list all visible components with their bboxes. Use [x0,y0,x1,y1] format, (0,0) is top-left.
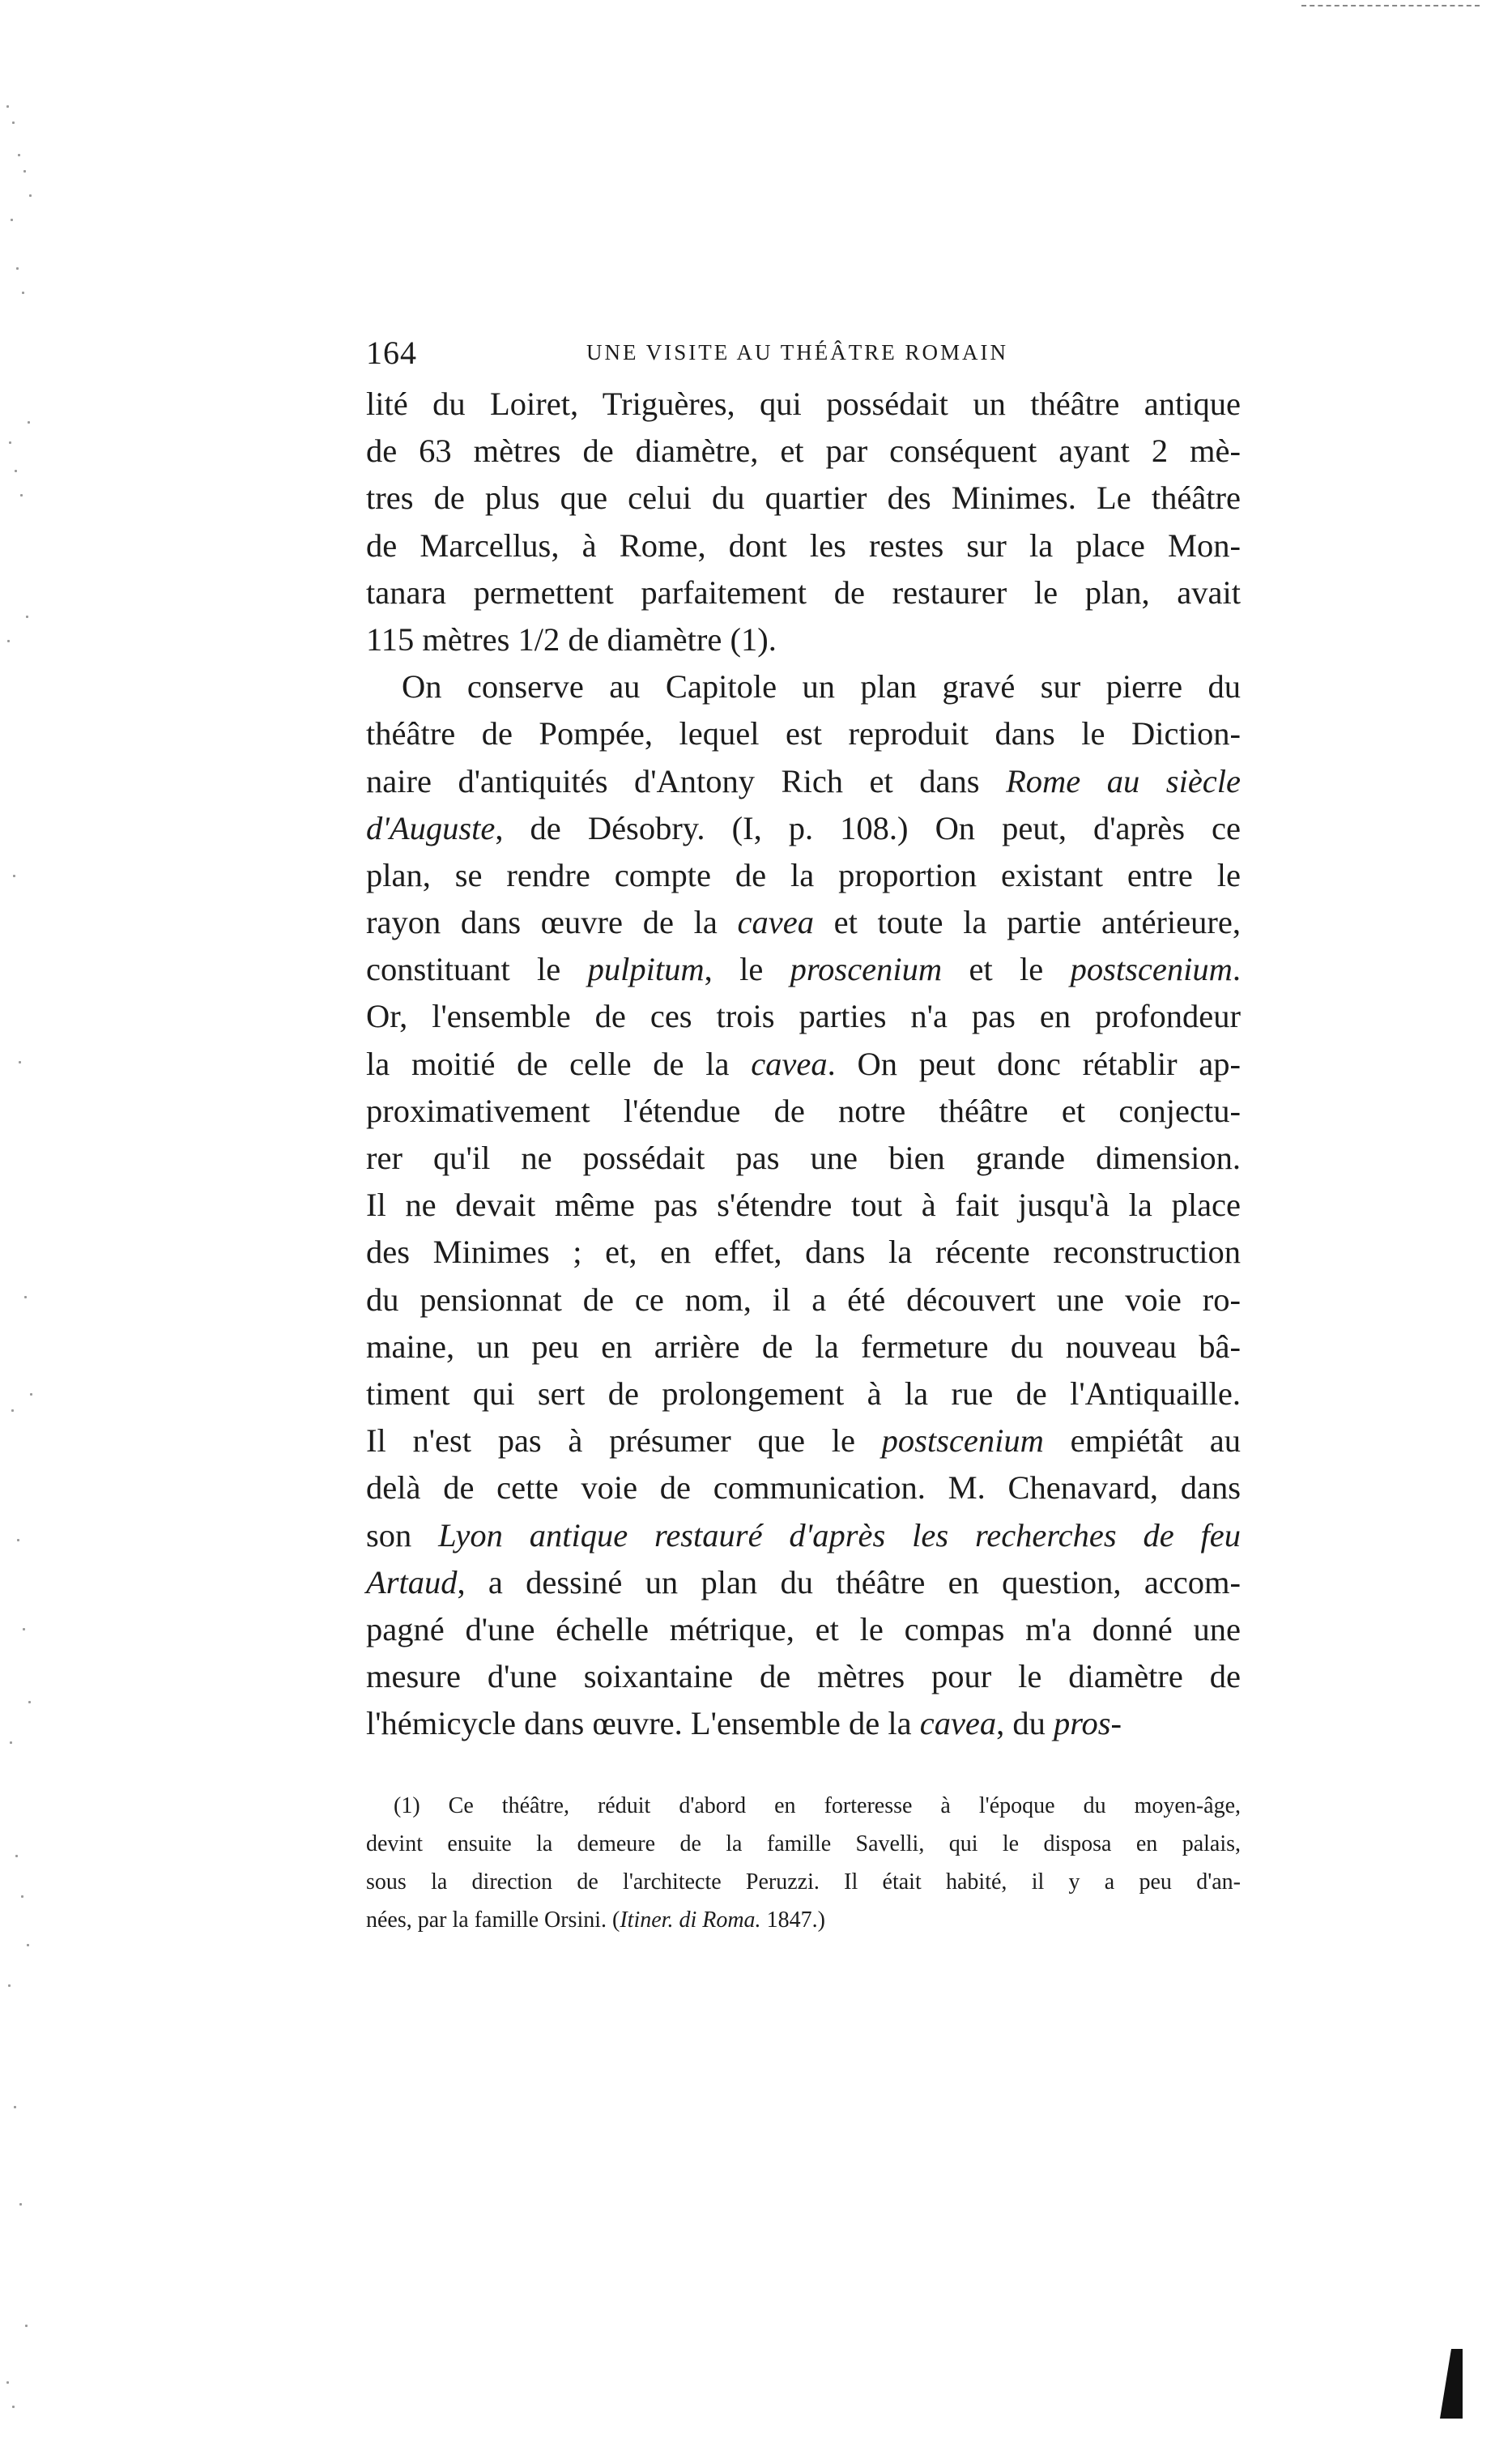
text-segment: sous la direction de l'architecte Peruzzi. Il était habité, il y a peu d'an- [366,1869,1241,1895]
scan-speck [19,2203,22,2206]
scan-speck [22,292,24,294]
scan-artifact-corner-mark [1440,2349,1463,2419]
scan-artifact-top [1301,5,1480,11]
text-line [366,1464,1241,1511]
text-segment: mesure d'une soixantaine de mètres pour le diamètre de [366,1658,1241,1695]
text-line [366,1229,1241,1276]
scan-speck [15,1855,18,1857]
italic-text: cavea [751,1045,828,1082]
scan-speck [19,1061,21,1063]
text-line [366,1135,1241,1182]
scan-speck [13,875,15,877]
text-segment: tanara permettent parfaitement de restaurer le plan, avait [366,573,1241,611]
text-segment: , de Désobry. (I, p. 108.) On peut, d'après ce [495,809,1241,846]
text-line [366,1277,1241,1323]
footnote-line [366,1901,1241,1939]
text-segment: Il n'est pas à présumer que le [366,1422,882,1460]
scan-speck [26,616,28,618]
text-segment: 115 mètres 1/2 de diamètre (1). [366,620,777,658]
text-segment: (1) Ce théâtre, réduit d'abord en forteresse à l'époque du moyen-âge, [394,1793,1241,1818]
scan-speck [30,1393,32,1396]
text-segment: l'hémicycle dans œuvre. L'ensemble de la [366,1705,920,1742]
page-header [366,334,1241,373]
text-segment: Il ne devait même pas s'étendre tout à fait jusqu'à la place [366,1187,1241,1224]
text-line [366,522,1241,569]
italic-text: postscenium [881,1422,1044,1460]
text-segment: rer qu'il ne possédait pas une bien grande dimension. [366,1140,1241,1176]
text-segment: 1847.) [760,1907,825,1933]
italic-text: cavea [737,904,814,941]
body-text [366,381,1241,1747]
text-line [366,758,1241,805]
text-segment: lité du Loiret, Triguères, qui possédait un théâtre antique [366,386,1241,422]
scan-speck [28,1701,31,1703]
text-segment: devint ensuite la demeure de la famille Savelli, qui le disposa en palais, [366,1831,1241,1856]
italic-text: postscenium [1070,951,1233,988]
text-segment: et le [942,951,1071,988]
text-line [366,428,1241,475]
text-line [366,1606,1241,1653]
running-head: UNE VISITE AU THÉÂTRE ROMAIN [586,340,1008,364]
text-segment: . On peut donc rétablir ap- [827,1045,1241,1082]
text-line [366,946,1241,993]
italic-text: Itiner. di Roma. [620,1907,761,1933]
text-line [366,381,1241,428]
text-line [366,710,1241,757]
italic-text: Lyon antique restauré d'après les recherches de feu [438,1516,1241,1554]
scan-speck [6,105,9,108]
scan-speck [15,470,17,472]
scan-speck [23,1628,25,1630]
text-segment: Or, l'ensemble de ces trois parties n'a pas en profondeur [366,998,1241,1035]
text-segment: On conserve au Capitole un plan gravé sur pierre du [402,668,1241,705]
footnote-line [366,1863,1241,1901]
text-segment: naire d'antiquités d'Antony Rich et dans [366,762,1007,799]
italic-text: d'Auguste [366,809,496,846]
italic-text: pulpitum [587,951,705,988]
scan-speck [20,494,23,497]
scan-speck [17,1539,19,1541]
text-segment: la moitié de celle de la [366,1045,752,1082]
text-segment: tres de plus que celui du quartier des Minimes. Le théâtre [366,480,1241,517]
text-segment: son [366,1516,439,1554]
scan-speck [28,421,30,424]
scan-speck [11,219,13,221]
text-segment: timent qui sert de prolongement à la rue de l'Antiquaille. [366,1375,1241,1412]
scan-speck [29,194,32,197]
text-line [366,1700,1241,1747]
text-segment: . [1232,951,1241,988]
scan-speck [27,1944,29,1946]
text-line [366,663,1241,710]
footnote-line [366,1825,1241,1863]
scan-speck [10,1741,12,1744]
scan-speck [7,640,10,642]
italic-text: pros- [1054,1705,1122,1742]
text-segment: nées, par la famille Orsini. ( [366,1907,620,1933]
text-segment: pagné d'une échelle métrique, et le compas m'a donné une [366,1610,1241,1647]
scan-speck [9,441,11,444]
text-line [366,616,1241,663]
text-segment: rayon dans œuvre de la [366,904,738,941]
text-segment: de 63 mètres de diamètre, et par conséquent ayant 2 mè- [366,433,1241,470]
text-segment: maine, un peu en arrière de la fermeture du nouveau bâ- [366,1328,1241,1365]
text-segment: , du [996,1705,1054,1742]
text-line [366,1417,1241,1464]
scan-speck [11,1409,14,1412]
text-segment: delà de cette voie de communication. M. Chenavard, dans [366,1469,1241,1507]
text-line [366,1323,1241,1370]
page-number: 164 [366,335,417,371]
text-segment: , a dessiné un plan du théâtre en question, accom- [457,1563,1241,1600]
text-line [366,899,1241,946]
scan-margin-specks [0,0,49,2438]
scan-speck [25,2325,28,2327]
scan-speck [8,1984,11,1987]
text-line [366,805,1241,852]
scan-speck [12,121,15,124]
scan-speck [21,1895,23,1898]
italic-text: cavea [919,1705,997,1742]
text-line [366,1370,1241,1417]
text-line [366,475,1241,522]
scan-speck [24,1296,27,1298]
text-segment: empiétât au [1043,1422,1241,1460]
italic-text: Rome au siècle [1006,762,1241,799]
text-line [366,852,1241,899]
text-segment: des Minimes ; et, en effet, dans la récente reconstruction [366,1234,1241,1271]
text-line [366,1182,1241,1229]
text-line [366,993,1241,1040]
text-line [366,1559,1241,1606]
footnotes [366,1787,1241,1939]
italic-text: Artaud [366,1563,458,1600]
text-line [366,1088,1241,1135]
footnote-line [366,1787,1241,1825]
text-segment: , le [704,951,790,988]
scan-speck [14,2106,16,2108]
text-line [366,569,1241,616]
text-segment: constituant le [366,951,588,988]
scan-speck [12,2406,15,2408]
text-line [366,1653,1241,1700]
text-segment: de Marcellus, à Rome, dont les restes sur la place Mon- [366,526,1241,564]
text-segment: théâtre de Pompée, lequel est reproduit dans le Diction- [366,715,1241,752]
text-segment: plan, se rendre compte de la proportion existant entre le [366,856,1241,893]
text-segment: du pensionnat de ce nom, il a été découvert une voie ro- [366,1281,1241,1318]
text-segment: proximativement l'étendue de notre théâtre et conjectu- [366,1092,1241,1129]
scan-speck [6,2381,9,2384]
scan-speck [18,154,20,156]
text-line [366,1512,1241,1559]
text-line [366,1041,1241,1088]
scan-speck [23,170,26,173]
italic-text: proscenium [790,951,943,988]
scan-speck [16,267,19,270]
text-segment: et toute la partie antérieure, [813,904,1241,941]
